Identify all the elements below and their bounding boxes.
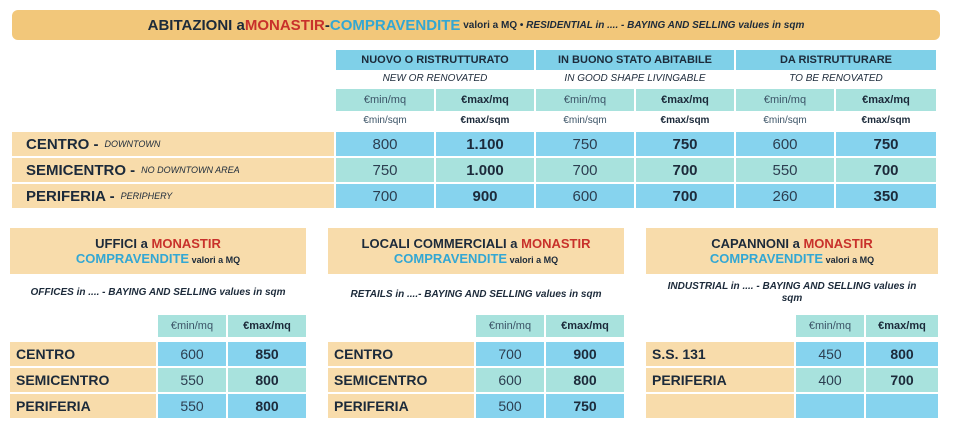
- offices-row-min: 600: [158, 342, 226, 366]
- industrial-unit-min: €min/mq: [796, 315, 864, 337]
- industrial-unit-max: €max/mq: [866, 315, 938, 337]
- industrial-title: [646, 228, 938, 274]
- offices-title-city: MONASTIR: [151, 236, 221, 251]
- retail-row-max: 900: [546, 342, 624, 366]
- retail-row-max: 750: [546, 394, 624, 418]
- offices-row-label: PERIFERIA: [10, 394, 156, 418]
- industrial-row-max: 700: [866, 368, 938, 392]
- res-peri-reno-max: 350: [836, 184, 936, 208]
- residential-row-label-periferia: [12, 184, 334, 208]
- row-sublabel: DOWNTOWN: [104, 139, 161, 149]
- row-label: CENTRO -: [26, 135, 99, 153]
- unit-max-1: €max/mq: [436, 89, 534, 111]
- retail-title-suffix: valori a MQ: [507, 255, 559, 265]
- unit-max-sqm-1: €max/sqm: [460, 114, 510, 126]
- retail-title-kind: COMPRAVENDITE: [393, 251, 508, 266]
- offices-title-suffix: valori a MQ: [189, 255, 241, 265]
- offices-row-min: 550: [158, 394, 226, 418]
- industrial-row-min: 400: [796, 368, 864, 392]
- retail-row-min: 500: [476, 394, 544, 418]
- title-city: MONASTIR: [244, 16, 325, 34]
- industrial-title-kind: COMPRAVENDITE: [709, 251, 824, 266]
- offices-row-label: SEMICENTRO: [10, 368, 156, 392]
- row-sublabel: PERIPHERY: [120, 191, 173, 201]
- unit-min-sqm-2: €min/sqm: [563, 114, 607, 126]
- retail-row-label: PERIFERIA: [328, 394, 474, 418]
- industrial-title-prefix: CAPANNONI a: [711, 236, 804, 251]
- res-peri-good-min: 600: [536, 184, 634, 208]
- unit-min-3: €min/mq: [736, 89, 834, 111]
- group-header-renovate: DA RISTRUTTURARE: [736, 50, 936, 70]
- res-semi-new-max: 1.000: [436, 158, 534, 182]
- retail-row-max: 800: [546, 368, 624, 392]
- unit-min-2: €min/mq: [536, 89, 634, 111]
- offices-title: [10, 228, 306, 274]
- offices-row-max: 800: [228, 368, 306, 392]
- retail-row-min: 700: [476, 342, 544, 366]
- title-part1: ABITAZIONI a: [147, 16, 245, 34]
- offices-title-prefix: UFFICI a: [95, 236, 152, 251]
- title-sep: -: [324, 16, 330, 34]
- industrial-row-label: S.S. 131: [646, 342, 794, 366]
- group-sub-new: NEW OR RENOVATED: [382, 72, 488, 84]
- offices-row-max: 800: [228, 394, 306, 418]
- page-title-bar: [12, 10, 940, 40]
- offices-unit-min: €min/mq: [158, 315, 226, 337]
- unit-max-sqm-3: €max/sqm: [861, 114, 911, 126]
- retail-title-city: MONASTIR: [521, 236, 591, 251]
- res-centro-reno-max: 750: [836, 132, 936, 156]
- industrial-row-max: [866, 394, 938, 418]
- res-centro-good-max: 750: [636, 132, 734, 156]
- retail-row-min: 600: [476, 368, 544, 392]
- row-label: PERIFERIA -: [26, 187, 115, 205]
- industrial-note: INDUSTRIAL in .... - BAYING AND SELLING values in sqm: [667, 281, 917, 304]
- industrial-row-max: 800: [866, 342, 938, 366]
- res-centro-new-min: 800: [336, 132, 434, 156]
- group-header-good: IN BUONO STATO ABITABILE: [536, 50, 734, 70]
- res-centro-good-min: 750: [536, 132, 634, 156]
- unit-min-sqm-3: €min/sqm: [763, 114, 807, 126]
- res-peri-good-max: 700: [636, 184, 734, 208]
- res-peri-reno-min: 260: [736, 184, 834, 208]
- retail-title: [328, 228, 624, 274]
- unit-max-sqm-2: €max/sqm: [660, 114, 710, 126]
- offices-unit-max: €max/mq: [228, 315, 306, 337]
- title-values-en: RESIDENTIAL in .... - BAYING AND SELLING values in sqm: [526, 19, 805, 31]
- retail-unit-max: €max/mq: [546, 315, 624, 337]
- retail-note: RETAILS in ....- BAYING AND SELLING values in sqm: [350, 289, 602, 300]
- unit-min-sqm-1: €min/sqm: [363, 114, 407, 126]
- title-kind: COMPRAVENDITE: [329, 16, 461, 34]
- offices-title-kind: COMPRAVENDITE: [75, 251, 190, 266]
- res-semi-reno-min: 550: [736, 158, 834, 182]
- residential-row-label-centro: [12, 132, 334, 156]
- row-sublabel: NO DOWNTOWN AREA: [141, 165, 240, 175]
- res-semi-good-min: 700: [536, 158, 634, 182]
- res-semi-good-max: 700: [636, 158, 734, 182]
- res-peri-new-min: 700: [336, 184, 434, 208]
- offices-row-min: 550: [158, 368, 226, 392]
- retail-title-prefix: LOCALI COMMERCIALI a: [361, 236, 522, 251]
- residential-row-label-semicentro: [12, 158, 334, 182]
- retail-unit-min: €min/mq: [476, 315, 544, 337]
- res-peri-new-max: 900: [436, 184, 534, 208]
- res-semi-new-min: 750: [336, 158, 434, 182]
- res-centro-reno-min: 600: [736, 132, 834, 156]
- offices-row-label: CENTRO: [10, 342, 156, 366]
- industrial-title-city: MONASTIR: [803, 236, 873, 251]
- row-label: SEMICENTRO -: [26, 161, 136, 179]
- industrial-row-min: 450: [796, 342, 864, 366]
- res-semi-reno-max: 700: [836, 158, 936, 182]
- industrial-row-min: [796, 394, 864, 418]
- group-sub-good: IN GOOD SHAPE LIVINGABLE: [564, 72, 706, 84]
- unit-max-2: €max/mq: [636, 89, 734, 111]
- retail-row-label: SEMICENTRO: [328, 368, 474, 392]
- res-centro-new-max: 1.100: [436, 132, 534, 156]
- title-values-it: valori a MQ •: [460, 19, 527, 31]
- unit-max-3: €max/mq: [836, 89, 936, 111]
- industrial-row-label: [646, 394, 794, 418]
- retail-row-label: CENTRO: [328, 342, 474, 366]
- offices-row-max: 850: [228, 342, 306, 366]
- industrial-row-label: PERIFERIA: [646, 368, 794, 392]
- group-header-new: NUOVO O RISTRUTTURATO: [336, 50, 534, 70]
- offices-note: OFFICES in .... - BAYING AND SELLING values in sqm: [30, 287, 286, 298]
- group-sub-renovate: TO BE RENOVATED: [789, 72, 883, 84]
- industrial-title-suffix: valori a MQ: [823, 255, 875, 265]
- unit-min-1: €min/mq: [336, 89, 434, 111]
